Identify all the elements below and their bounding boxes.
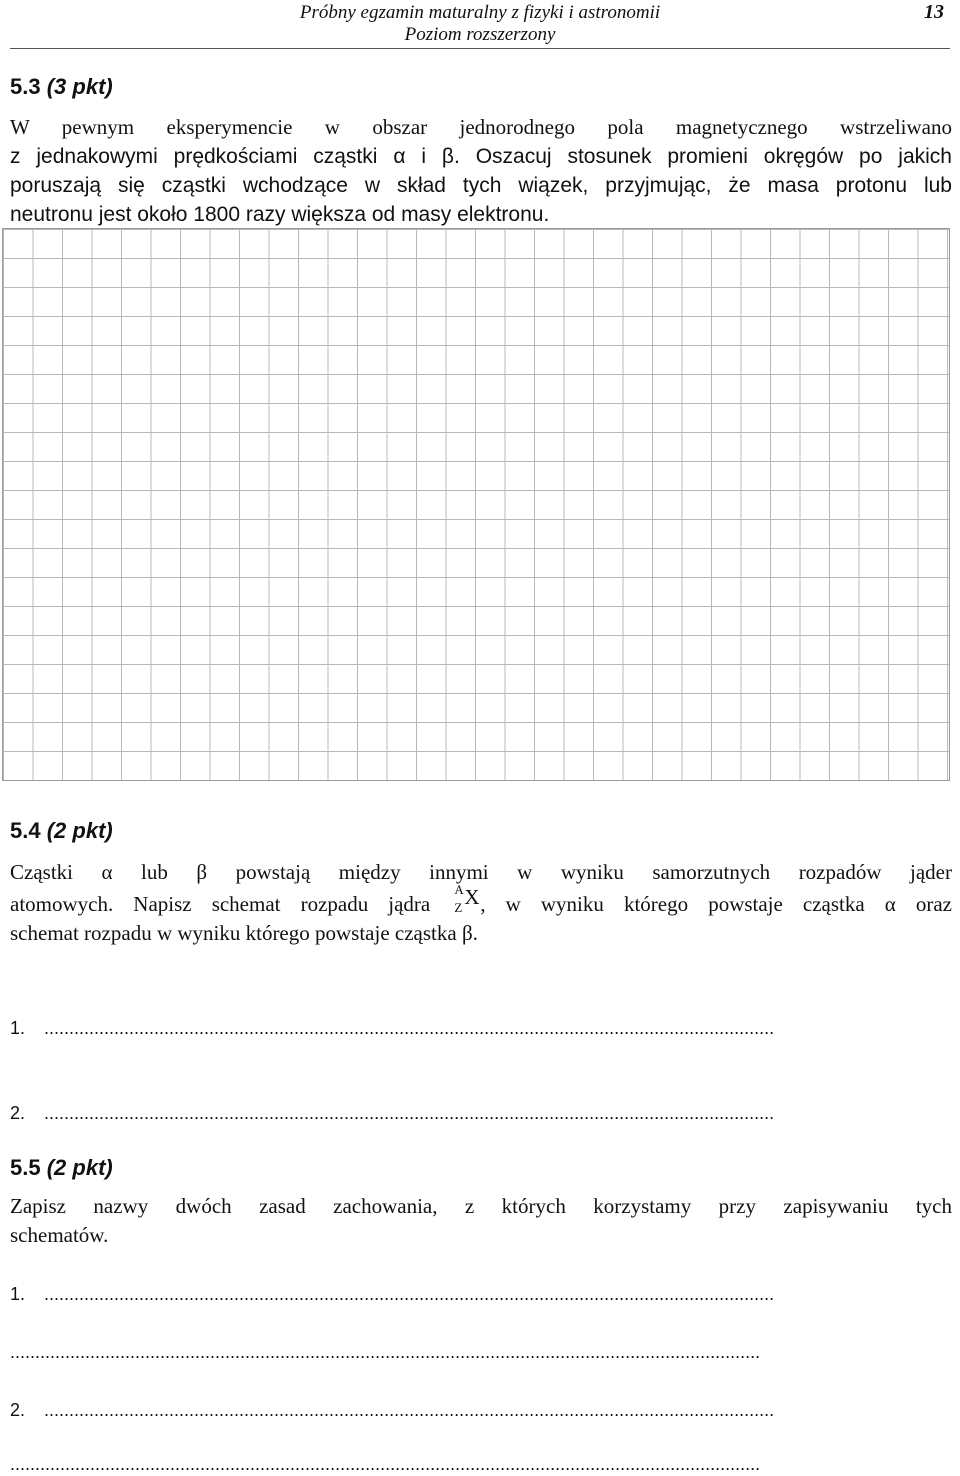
answer-dots: .................................................................................................................................................. bbox=[44, 1400, 775, 1420]
answer-line-1[interactable] bbox=[10, 1018, 950, 1039]
exam-level: Poziom rozszerzony bbox=[404, 24, 556, 45]
task-5-3-title bbox=[10, 74, 113, 100]
answer-line-1[interactable] bbox=[10, 1284, 950, 1305]
mass-number: A bbox=[454, 882, 464, 897]
text-segment: atomowych. Napisz schemat rozpadu jądra bbox=[10, 892, 431, 916]
answer-dots: ...................................................................................................................................................... bbox=[10, 1342, 761, 1362]
answer-dots: .................................................................................................................................................. bbox=[44, 1018, 775, 1038]
text-line: neutronu jest około 1800 razy większa od masy elektronu. bbox=[10, 203, 550, 226]
atomic-number: Z bbox=[454, 900, 463, 915]
task-points: (2 pkt) bbox=[46, 818, 113, 843]
text-line: z jednakowymi prędkościami cząstki α i β. Oszacuj stosunek promieni okręgów po jakich bbox=[10, 145, 952, 168]
exam-title: Próbny egzamin maturalny z fizyki i astronomii bbox=[299, 2, 661, 23]
answer-line-1-continued[interactable] bbox=[10, 1342, 950, 1363]
answer-grid[interactable] bbox=[2, 228, 950, 781]
text-segment: , w wyniku którego powstaje cząstka α oraz bbox=[480, 892, 952, 916]
page-header bbox=[10, 0, 950, 49]
answer-number: 1. bbox=[10, 1284, 26, 1304]
task-number: 5.3 bbox=[10, 74, 41, 99]
task-5-3-text bbox=[10, 113, 952, 229]
element-symbol: X bbox=[464, 885, 480, 909]
answer-line-2-continued[interactable] bbox=[10, 1454, 950, 1475]
text-line bbox=[10, 882, 952, 919]
task-5-4-title bbox=[10, 818, 113, 844]
task-5-4-text bbox=[10, 858, 952, 948]
text-line: schematów. bbox=[10, 1223, 109, 1247]
answer-dots: .................................................................................................................................................. bbox=[44, 1284, 775, 1304]
task-number: 5.5 bbox=[10, 1155, 41, 1180]
text-line: Zapisz nazwy dwóch zasad zachowania, z których korzystamy przy zapisywaniu tych bbox=[10, 1194, 952, 1218]
answer-dots: .................................................................................................................................................. bbox=[44, 1103, 775, 1123]
page-number: 13 bbox=[924, 1, 944, 23]
text-line: poruszają się cząstki wchodzące w skład tych wiązek, przyjmując, że masa protonu lub bbox=[10, 174, 952, 197]
text-line: W pewnym eksperymencie w obszar jednorodnego pola magnetycznego wstrzeliwano bbox=[10, 115, 952, 139]
text-line: schemat rozpadu w wyniku którego powstaje cząstka β. bbox=[10, 921, 478, 945]
task-points: (2 pkt) bbox=[46, 1155, 113, 1180]
text-line: Cząstki α lub β powstają między innymi w wyniku samorzutnych rozpadów jąder bbox=[10, 860, 952, 884]
answer-dots: ...................................................................................................................................................... bbox=[10, 1454, 761, 1474]
task-5-5-text bbox=[10, 1192, 952, 1250]
nuclide-symbol bbox=[450, 882, 480, 915]
answer-number: 1. bbox=[10, 1018, 26, 1038]
task-5-5-title bbox=[10, 1155, 113, 1181]
answer-number: 2. bbox=[10, 1400, 26, 1420]
task-number: 5.4 bbox=[10, 818, 41, 843]
answer-line-2[interactable] bbox=[10, 1400, 950, 1421]
task-points: (3 pkt) bbox=[46, 74, 113, 99]
answer-line-2[interactable] bbox=[10, 1103, 950, 1124]
answer-number: 2. bbox=[10, 1103, 26, 1123]
